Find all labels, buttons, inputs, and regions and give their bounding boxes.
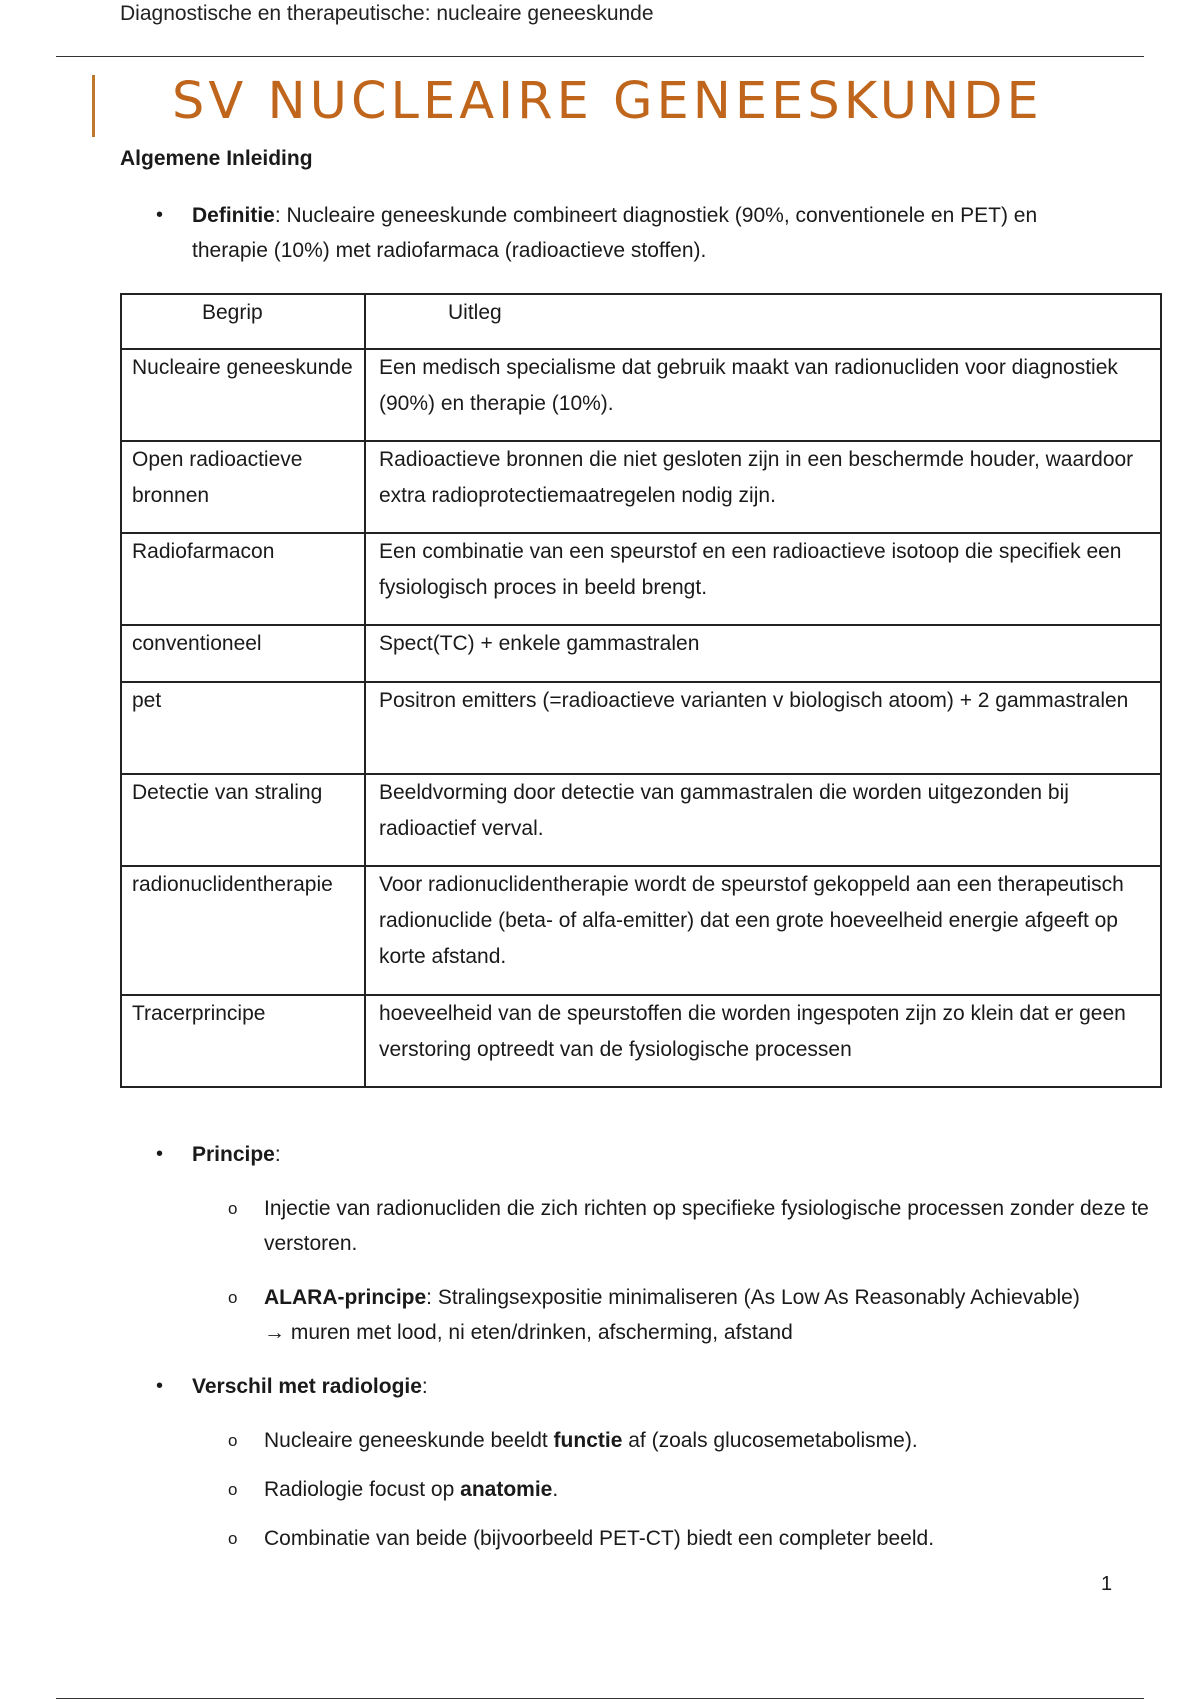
table-row <box>121 995 1161 1087</box>
column-header-uitleg: Uitleg <box>365 294 1161 349</box>
page-number: 1 <box>1101 1573 1113 1595</box>
sub-bullet-circle-icon: o <box>228 1480 238 1499</box>
principe-item-injectie <box>120 1191 1200 1261</box>
sub-bullet-circle-icon: o <box>228 1529 238 1548</box>
term-cell: Radiofarmacon <box>121 533 365 625</box>
definitie-text: : Nucleaire geneeskunde combineert diagnostiek (90%, conventionele en PET) en therapie (10%) met radiofarmaca (radioactieve stoffen). <box>192 204 1038 262</box>
anatomie-bold: anatomie <box>460 1478 553 1501</box>
verschil-bullet <box>120 1369 1100 1404</box>
table-row <box>121 682 1161 774</box>
table-row <box>121 866 1161 995</box>
header-rule <box>56 56 1144 57</box>
principe-block <box>120 1137 1149 1556</box>
anatomie-pre: Radiologie focust op <box>264 1478 461 1501</box>
bullet-dot-icon: • <box>156 204 164 226</box>
verschil-item-anatomie <box>120 1472 1200 1507</box>
explanation-cell: Beeldvorming door detectie van gammastralen die worden uitgezonden bij radioactief verval. <box>365 774 1161 866</box>
functie-pre: Nucleaire geneeskunde beeldt <box>264 1429 554 1452</box>
footer-rule <box>56 1698 1144 1699</box>
table-row <box>121 349 1161 441</box>
definitie-block <box>120 198 1100 268</box>
alara-arrow-text: → muren met lood, ni eten/drinken, afscherming, afstand <box>264 1321 793 1344</box>
term-cell: Tracerprincipe <box>121 995 365 1087</box>
functie-post: af (zoals glucosemetabolisme). <box>622 1429 918 1452</box>
verschil-colon: : <box>421 1375 428 1398</box>
sub-bullet-circle-icon: o <box>228 1199 238 1218</box>
explanation-cell: Een combinatie van een speurstof en een radioactieve isotoop die specifiek een fysiologisch proces in beeld brengt. <box>365 533 1161 625</box>
alara-label: ALARA-principe <box>264 1286 427 1309</box>
term-cell: radionuclidentherapie <box>121 866 365 995</box>
table-row <box>121 533 1161 625</box>
definitions-table <box>120 293 1162 1088</box>
table-header-row <box>121 294 1161 349</box>
definitie-label: Definitie <box>192 204 275 227</box>
principe-label: Principe <box>192 1143 275 1166</box>
verschil-item-combinatie <box>120 1521 1200 1556</box>
explanation-cell: Positron emitters (=radioactieve varianten v biologisch atoom) + 2 gammastralen <box>365 682 1161 774</box>
term-cell: Nucleaire geneeskunde <box>121 349 365 441</box>
principe-colon: : <box>274 1143 281 1166</box>
explanation-cell: Spect(TC) + enkele gammastralen <box>365 625 1161 682</box>
explanation-cell: Radioactieve bronnen die niet gesloten zijn in een beschermde houder, waardoor extra radioprotectiemaatregelen nodig zijn. <box>365 441 1161 533</box>
term-cell: Detectie van straling <box>121 774 365 866</box>
page-title: SV NUCLEAIRE GENEESKUNDE <box>172 72 1043 131</box>
definitie-bullet <box>120 198 1100 268</box>
bullet-dot-icon: • <box>156 1375 164 1397</box>
section-heading: Algemene Inleiding <box>120 147 313 170</box>
column-header-begrip: Begrip <box>121 294 365 349</box>
anatomie-post: . <box>552 1478 559 1501</box>
explanation-cell: hoeveelheid van de speurstoffen die worden ingespoten zijn zo klein dat er geen verstoring optreedt van de fysiologische processen <box>365 995 1161 1087</box>
functie-bold: functie <box>553 1429 623 1452</box>
term-cell: Open radioactieve bronnen <box>121 441 365 533</box>
table-row <box>121 625 1161 682</box>
table-row <box>121 774 1161 866</box>
verschil-item-functie <box>120 1423 1200 1458</box>
verschil-label: Verschil met radiologie <box>192 1375 422 1398</box>
combinatie-text: Combinatie van beide (bijvoorbeeld PET-CT) biedt een completer beeld. <box>264 1527 935 1550</box>
alara-text: : Stralingsexpositie minimaliseren (As Low As Reasonably Achievable) <box>426 1286 1080 1309</box>
running-header: Diagnostische en therapeutische: nucleaire geneeskunde <box>120 2 654 25</box>
table-row <box>121 441 1161 533</box>
bullet-dot-icon: • <box>156 1143 164 1165</box>
explanation-cell: Voor radionuclidentherapie wordt de speurstof gekoppeld aan een therapeutisch radionuclide (beta- of alfa-emitter) dat een grote hoeveelheid energie afgeeft op korte afstand. <box>365 866 1161 995</box>
sub-bullet-circle-icon: o <box>228 1431 238 1450</box>
principe-bullet <box>120 1137 1100 1172</box>
sub-bullet-circle-icon: o <box>228 1288 238 1307</box>
term-cell: pet <box>121 682 365 774</box>
principe-item-alara <box>120 1280 1200 1350</box>
explanation-cell: Een medisch specialisme dat gebruik maakt van radionucliden voor diagnostiek (90%) en therapie (10%). <box>365 349 1161 441</box>
injectie-text: Injectie van radionucliden die zich richten op specifieke fysiologische processen zonder deze te verstoren. <box>264 1197 1149 1255</box>
term-cell: conventioneel <box>121 625 365 682</box>
title-accent-bar <box>92 75 95 137</box>
